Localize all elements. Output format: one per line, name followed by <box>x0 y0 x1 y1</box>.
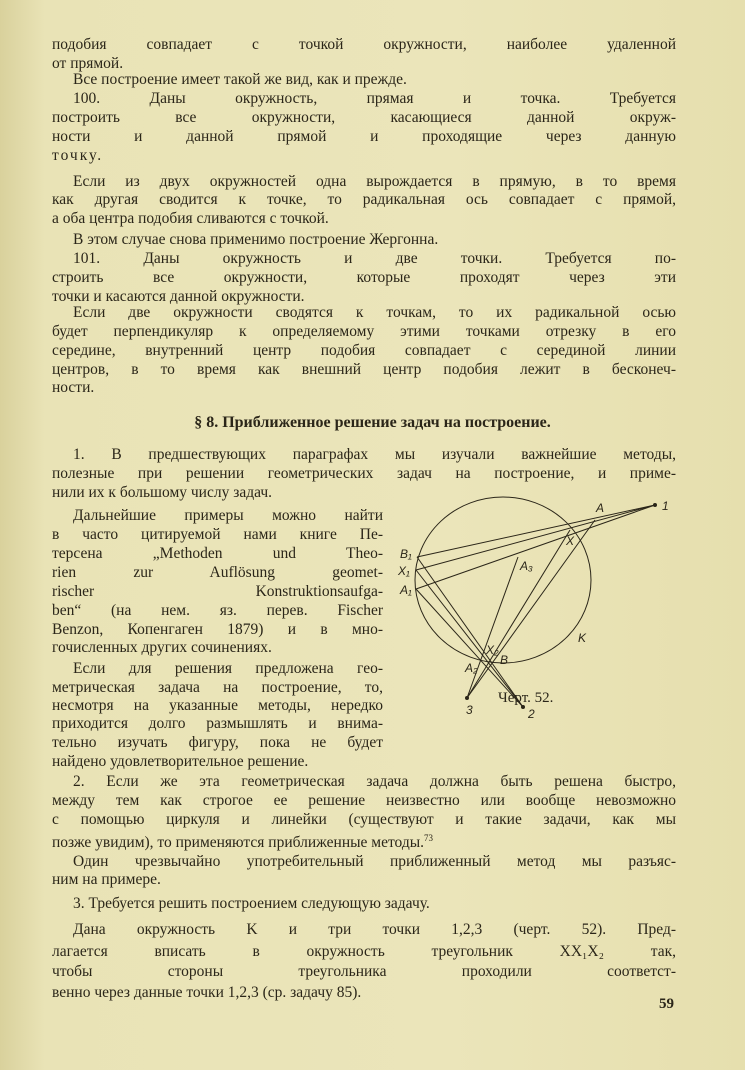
text-line: ности и данной прямой и проходящие через данную <box>52 128 676 145</box>
page-number: 59 <box>659 996 674 1012</box>
construction-line <box>417 505 655 557</box>
label-a3: A₃ <box>520 559 533 573</box>
text-line: Если из двух окружностей одна вырождается в прямую, в то время <box>73 173 676 190</box>
label-2: 2 <box>528 707 535 721</box>
construction-line <box>416 570 523 707</box>
text-line: ben“ (на нем. яз. перев. Fischer <box>52 602 383 619</box>
text-line: Если для решения предложена гео- <box>73 660 383 677</box>
construction-line <box>416 505 655 570</box>
figure-caption: Черт. 52. <box>498 690 554 706</box>
text-line: найдено удовлетворительное решение. <box>52 753 309 770</box>
label-a1: A₁ <box>400 583 412 597</box>
text-line: центров, в то время как внешний центр подобия лежит в бесконеч- <box>52 361 676 378</box>
text-line: середине, внутренний центр подобия совпадает с серединой линии <box>52 342 676 359</box>
text-line: приходится долго размышлять и внима- <box>52 715 383 732</box>
point-1 <box>653 503 657 507</box>
text-line: Один чрезвычайно употребительный приближенный метод мы разъяс- <box>73 853 676 870</box>
text-line: полезные при решении геометрических задач на построение, и приме- <box>52 465 676 482</box>
label-x1: X₁ <box>398 564 410 578</box>
text-line: rischer Konstruktionsaufga- <box>52 583 383 600</box>
text-line: точки и касаются данной окружности. <box>52 288 305 305</box>
label-b: B <box>500 653 509 667</box>
text-line: Если две окружности сводятся к точкам, то их радикальной осью <box>73 304 676 321</box>
text-line: с помощью циркуля и линейки (существуют и такие задачи, как мы <box>52 811 676 828</box>
text-line: между тем как строгое ее решение неизвестно или вообще невозможно <box>52 792 676 809</box>
text-line: будет перпендикуляр к определяемому этими точками отрезку в его <box>52 323 676 340</box>
text-line: а оба центра подобия сливаются с точкой. <box>52 210 329 227</box>
construction-line <box>467 520 595 698</box>
section-heading: § 8. Приближенное решение задач на построение. <box>194 414 551 431</box>
text-line: метрическая задача на построение, то, <box>52 679 383 696</box>
text-line: 100. Даны окружность, прямая и точка. Требуется <box>73 90 676 107</box>
text-line: ним на примере. <box>52 871 161 888</box>
text-line: подобия совпадает с точкой окружности, наиболее удаленной <box>52 36 676 53</box>
label-k: K <box>578 631 587 645</box>
text-line: построить все окружности, касающиеся данной окруж- <box>52 109 676 126</box>
text-line: Дальнейшие примеры можно найти <box>73 507 383 524</box>
label-x: X <box>566 534 575 548</box>
footnote-ref[interactable]: 73 <box>424 833 434 843</box>
text-line: нили их к большому числу задач. <box>52 484 273 501</box>
text-line: несмотря на указанные методы, нередко <box>52 697 383 714</box>
text-line: Benzon, Копенгаген 1879) и в мно- <box>52 621 383 638</box>
text-line: rien zur Auflösung geomet- <box>52 564 383 581</box>
point-3 <box>465 696 469 700</box>
text-line: тельно изучать фигуру, пока не будет <box>52 734 383 751</box>
label-b1: B₁ <box>400 547 412 561</box>
text-line: гочисленных других сочинениях. <box>52 639 272 656</box>
construction-line <box>467 530 570 698</box>
label-x2: X₂ <box>486 643 499 657</box>
text-line: В этом случае снова применимо построение Жергонна. <box>73 231 439 248</box>
label-1: 1 <box>662 499 669 513</box>
text-line: 101. Даны окружность и две точки. Требуется по- <box>73 250 676 267</box>
text-line: 1. В предшествующих параграфах мы изучали важнейшие методы, <box>73 446 676 463</box>
text-line: ности. <box>52 379 95 396</box>
text-span: позже увидим), то применяются приближенные методы. <box>52 834 425 852</box>
text-line: строить все окружности, которые проходят через эти <box>52 269 676 286</box>
label-a: A <box>596 501 605 515</box>
text-line: лагается вписать в окружность треугольник XX₁X₂ так, <box>52 943 676 960</box>
text-line: в часто цитируемой нами книге Пе- <box>52 526 383 543</box>
text-line: 3. Требуется решить построением следующую задачу. <box>73 895 430 912</box>
text-line: терсена „Methoden und Theo- <box>52 545 383 562</box>
construction-line <box>416 505 655 589</box>
text-line: как другая сводится к точке, то радикальная ось совпадает с прямой, <box>52 191 676 208</box>
text-line: 2. Если же эта геометрическая задача должна быть решена быстро, <box>73 773 676 790</box>
text-line: точку. <box>52 147 104 164</box>
text-line: Дана окружность K и три точки 1,2,3 (черт. 52). Пред- <box>73 921 676 938</box>
label-a2: A₂ <box>465 661 478 675</box>
text-line: Все построение имеет такой же вид, как и прежде. <box>73 71 407 88</box>
text-line: чтобы стороны треугольника проходили соответст- <box>52 963 676 980</box>
label-3: 3 <box>466 703 473 717</box>
text-line: от прямой. <box>52 55 124 72</box>
text-line: венно через данные точки 1,2,3 (ср. задачу 85). <box>52 984 362 1001</box>
